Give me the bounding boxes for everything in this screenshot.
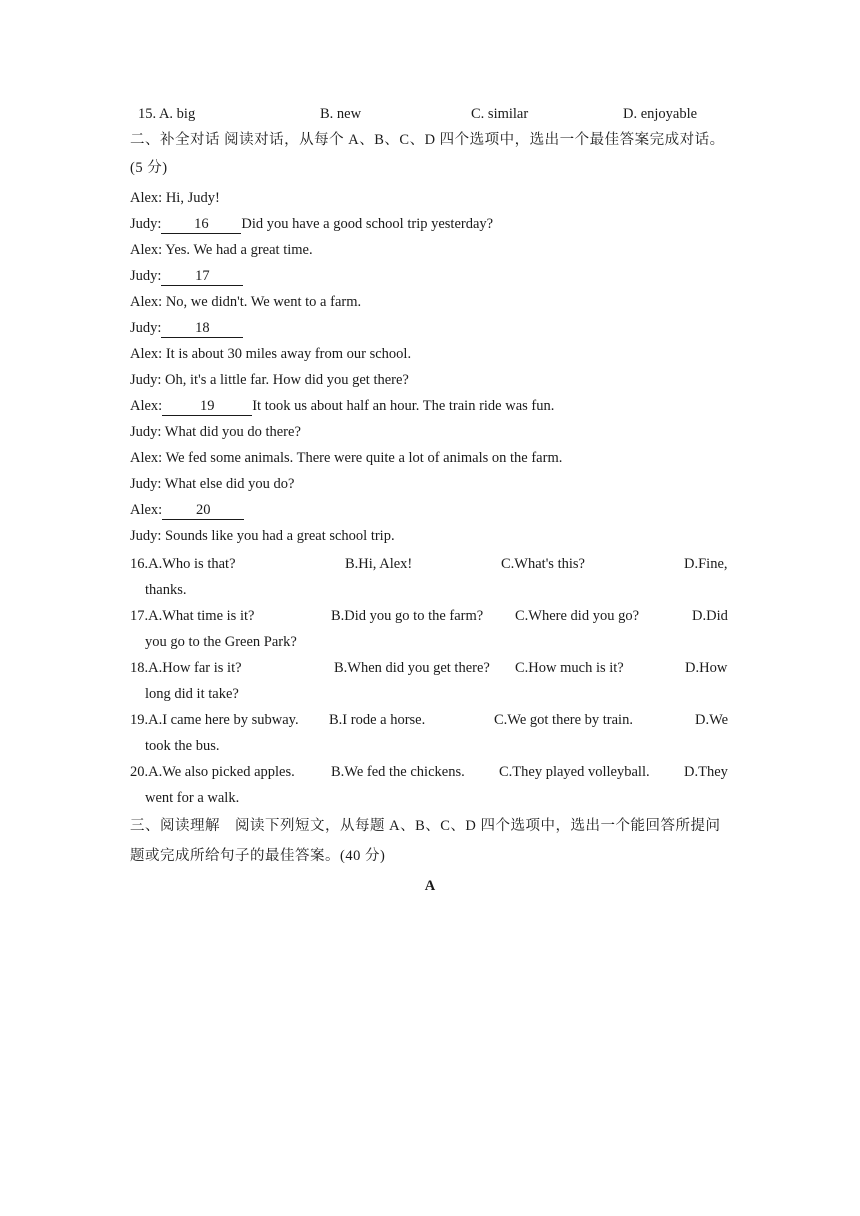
q17-option-d: D.Did — [692, 608, 728, 624]
q17-option-d-cont: you go to the Green Park? — [145, 634, 297, 650]
q16-option-d-cont: thanks. — [145, 582, 187, 598]
dialogue-line: Alex: No, we didn't. We went to a farm. — [130, 294, 362, 310]
q18-option-a: 18.A.How far is it? — [130, 660, 242, 676]
dialogue-line: Judy: Oh, it's a little far. How did you get there? — [130, 372, 409, 388]
q15-option-a: 15. A. big — [138, 106, 196, 122]
dialogue-line: Alex: We fed some animals. There were quite a lot of animals on the farm. — [130, 450, 563, 466]
dialogue-line: Alex: It is about 30 miles away from our school. — [130, 346, 412, 362]
dialogue-line: Judy: 17 — [130, 266, 243, 286]
dialogue-line: Judy: 16 Did you have a good school trip yesterday? — [130, 216, 494, 232]
dialogue-line: Alex: 19 It took us about half an hour. The train ride was fun. — [130, 398, 555, 414]
q18-option-b: B.When did you get there? — [334, 660, 490, 676]
dialogue-line: Alex: 20 — [130, 500, 244, 520]
dialogue-line: Judy: Sounds like you had a great school trip. — [130, 528, 395, 544]
q16-option-d: D.Fine, — [684, 556, 728, 572]
section-3-heading: 三、阅读理解 阅读下列短文，从每题 A、B、C、D 四个选项中，选出一个能回答所提问 — [130, 818, 721, 834]
q20-option-b: B.We fed the chickens. — [331, 764, 465, 780]
q18-option-c: C.How much is it? — [515, 660, 624, 676]
answer-blank-17[interactable]: 17 — [161, 268, 243, 286]
q20-option-d-cont: went for a walk. — [145, 790, 240, 806]
section-2-heading: 二、补全对话 阅读对话，从每个 A、B、C、D 四个选项中，选出一个最佳答案完成对话。 — [130, 132, 725, 148]
q18-option-d-cont: long did it take? — [145, 686, 239, 702]
q17-option-c: C.Where did you go? — [515, 608, 640, 624]
q17-option-b: B.Did you go to the farm? — [331, 608, 484, 624]
dialogue-line: Judy: 18 — [130, 318, 243, 338]
q19-option-d-cont: took the bus. — [145, 738, 220, 754]
q18-option-d: D.How — [685, 660, 728, 676]
q19-option-c: C.We got there by train. — [494, 712, 633, 728]
q16-option-c: C.What's this? — [501, 556, 585, 572]
section-2-score: (5 分) — [130, 160, 168, 176]
passage-label: A — [424, 878, 436, 894]
section-3-heading-cont: 题或完成所给句子的最佳答案。(40 分) — [130, 848, 386, 864]
q20-option-c: C.They played volleyball. — [499, 764, 650, 780]
q20-option-d: D.They — [684, 764, 728, 780]
q15-option-c: C. similar — [471, 106, 529, 122]
q16-option-a: 16.A.Who is that? — [130, 556, 236, 572]
dialogue-line: Judy: What else did you do? — [130, 476, 295, 492]
q15-option-b: B. new — [320, 106, 362, 122]
answer-blank-16[interactable]: 16 — [161, 216, 241, 234]
q19-option-a: 19.A.I came here by subway. — [130, 712, 299, 728]
q20-option-a: 20.A.We also picked apples. — [130, 764, 295, 780]
answer-blank-20[interactable]: 20 — [162, 502, 244, 520]
dialogue-line: Alex: Yes. We had a great time. — [130, 242, 313, 258]
q15-option-d: D. enjoyable — [623, 106, 698, 122]
q19-option-b: B.I rode a horse. — [329, 712, 426, 728]
q19-option-d: D.We — [695, 712, 729, 728]
dialogue-line: Judy: What did you do there? — [130, 424, 301, 440]
q16-option-b: B.Hi, Alex! — [345, 556, 413, 572]
q17-option-a: 17.A.What time is it? — [130, 608, 255, 624]
answer-blank-19[interactable]: 19 — [162, 398, 252, 416]
dialogue-line: Alex: Hi, Judy! — [130, 190, 220, 206]
answer-blank-18[interactable]: 18 — [161, 320, 243, 338]
